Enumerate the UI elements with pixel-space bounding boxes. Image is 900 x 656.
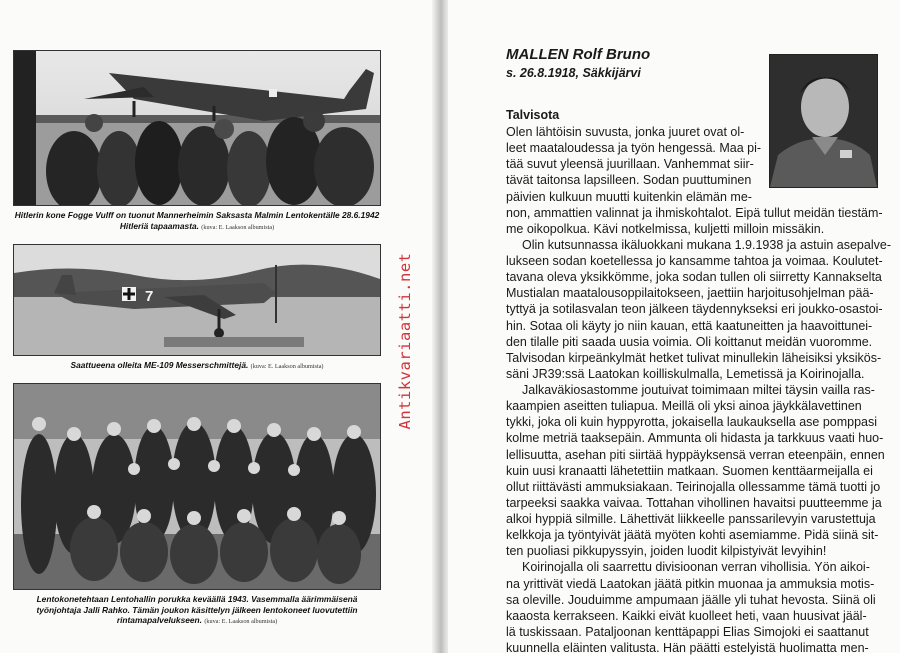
portrait-image <box>770 55 877 187</box>
body-line: tavana oleva yksikkömme, joka sodan tullen oli siirretty Kannakselta <box>506 270 882 285</box>
body-line: lukseen sodan koetellessa jo kansamme tahtoa ja voimaa. Koulutet- <box>506 254 883 268</box>
body-line: Koirinojalla oli saarrettu divisioonan verran vihollisia. Yön aikoi- <box>522 560 870 575</box>
body-line: kolme metriä taaksepäin. Ammunta oli hidasta ja tarkkuus vaati huo- <box>506 431 884 446</box>
portrait-photo <box>769 54 878 188</box>
body-line: päivien kulkuun muutti kuitenkin elämän me- <box>506 189 752 204</box>
photo-factory-group-image <box>14 384 380 589</box>
photo1-caption <box>14 210 380 233</box>
body-line: alkoi hyppiä silmille. Lähettivät liikkeelle panssarilevyin varustettuja <box>506 512 876 526</box>
body-line: lellisuutta, asehan piti siirtää hyppäyksensä verran eteenpäin, ennen <box>506 447 885 462</box>
body-line: sa oleville. Jouduimme ampumaan jäälle yli tuhat hevosta. Siinä oli <box>506 592 876 607</box>
body-line: ten puoliasi pikkupyssyin, joiden luodit kilpistyivät levyihin! <box>506 544 827 559</box>
photo3-caption-text: Lentokonetehtaan Lentohallin porukka keväällä 1943. Vasemmalla äärimmäisenä työnjohtaja Jalli Rahko. Tämän joukon käsittelyn jälkeen lentokoneet luovutettiin rintamapalvelukseen. <box>36 594 358 626</box>
body-line: kaaosta kerrakseen. Kaikki eivät kuolleet heti, vaan huusivat jääl- <box>506 608 867 623</box>
birth-info: s. 26.8.1918, Säkkijärvi <box>506 66 641 80</box>
photo-me109-image <box>14 245 380 355</box>
body-line: na yrittivät viedä Laatokan jäätä pitkin muonaa ja ammuksia motis- <box>506 576 875 591</box>
body-line: non, ammattien valinnat ja ihmiskohtalot. Eipä tullut meidän tiestäm- <box>506 205 883 220</box>
photo-aircraft-airfield-image <box>14 51 380 205</box>
body-line: tyttyä ja sotilasvalan teon jälkeen täydennykseksi eri joukko-osastoi- <box>506 302 883 317</box>
body-line: lä tuskissaan. Pataljoonan kenttäpappi Elias Simojoki ei saattanut <box>506 624 869 639</box>
photo1-caption-text: Hitlerin kone Fogge Vulff on tuonut Mannerheimin Saksasta Malmin Lentokentälle 28.6.1942 Hitleriä tapaamasta. <box>14 210 380 231</box>
body-line: leet maataloudessa ja työn hengessä. Maa pi- <box>506 141 762 156</box>
body-line: kuin uusi kranaatti lähetettiin matkaan. Suomen kenttäarmeijalla ei <box>506 463 873 478</box>
photo1-credit: (kuva: E. Laakson albumista) <box>201 223 275 231</box>
person-name: MALLEN Rolf Bruno <box>506 46 651 63</box>
body-line: me oikopolkua. Kävi notkelmissa, kuljetti milloin missäkin. <box>506 221 825 236</box>
watermark <box>396 246 414 436</box>
body-line: Olen lähtöisin suvusta, jonka juuret ovat ol- <box>506 125 745 139</box>
body-line: kaampien aseitten tuliapua. Meillä oli yksi ainoa jäykkälavettinen <box>506 399 862 414</box>
photo2-caption-text: Saattueena olleita ME-109 Messerschmittejä. <box>70 360 249 370</box>
body-line: Jalkaväkiosastomme joutuivat toimimaan miltei täysin vailla ras- <box>522 383 875 397</box>
photo-factory-group <box>13 383 381 590</box>
body-line: hin. Sotaa oli käyty jo niin kauan, että kaatuneitten ja haavoittunei- <box>506 318 873 333</box>
body-line: Olin kutsunnassa ikäluokkani mukana 1.9.1938 ja astuin asepalve- <box>522 237 891 252</box>
section-title: Talvisota <box>506 108 560 122</box>
photo-me109 <box>13 244 381 356</box>
photo3-caption <box>14 594 380 628</box>
photo2-credit: (kuva: E. Laakson albumista) <box>250 363 324 370</box>
body-line: säni JR39:ssä Laatokan koilliskulmalla, Lemetissä ja Koirinojalla. <box>506 366 865 381</box>
body-line: tykki, joka oli kuin hyppyrotta, jokaisella laukauksella ase pomppasi <box>506 415 878 430</box>
body-line: tarpeeksi saakka vaivaa. Tottahan vihollinen havaitsi puutteemme ja <box>506 495 882 510</box>
body-line: tävät taitonsa lapsilleen. Sodan puuttuminen <box>506 173 752 188</box>
body-line: Talvisodan kirpeänkylmät hetket tulivat minullekin läheisiksi yksikös- <box>506 350 882 365</box>
body-line: kuunnella eläinten valitusta. Hän päätti estelyistä huolimatta men- <box>506 641 869 655</box>
watermark-text: Antikvariaatti.net <box>396 252 414 430</box>
photo3-credit: (kuva: E. Laakson albumista) <box>204 618 278 626</box>
body-line: tää suvut yleensä juurillaan. Vanhemmat siir- <box>506 157 754 172</box>
body-line: ollut riittävästi ammuksiakaan. Teirinojalla ollessamme tämä tuotti jo <box>506 479 881 494</box>
body-line: den tilalle piti saada uusia voimia. Oli koittanut meidän vuoromme. <box>506 334 873 349</box>
photo-aircraft-airfield <box>13 50 381 206</box>
aircraft-number: 7 <box>145 288 154 305</box>
body-line: kelkkoja ja työntyivät jäätä myöten kohti asemiamme. Pidä siinä sit- <box>506 528 879 543</box>
photo2-caption <box>14 360 380 373</box>
body-line: Mustialan maatalousoppilaitokseen, jaettiin harjoitusohjelman pää- <box>506 286 874 301</box>
